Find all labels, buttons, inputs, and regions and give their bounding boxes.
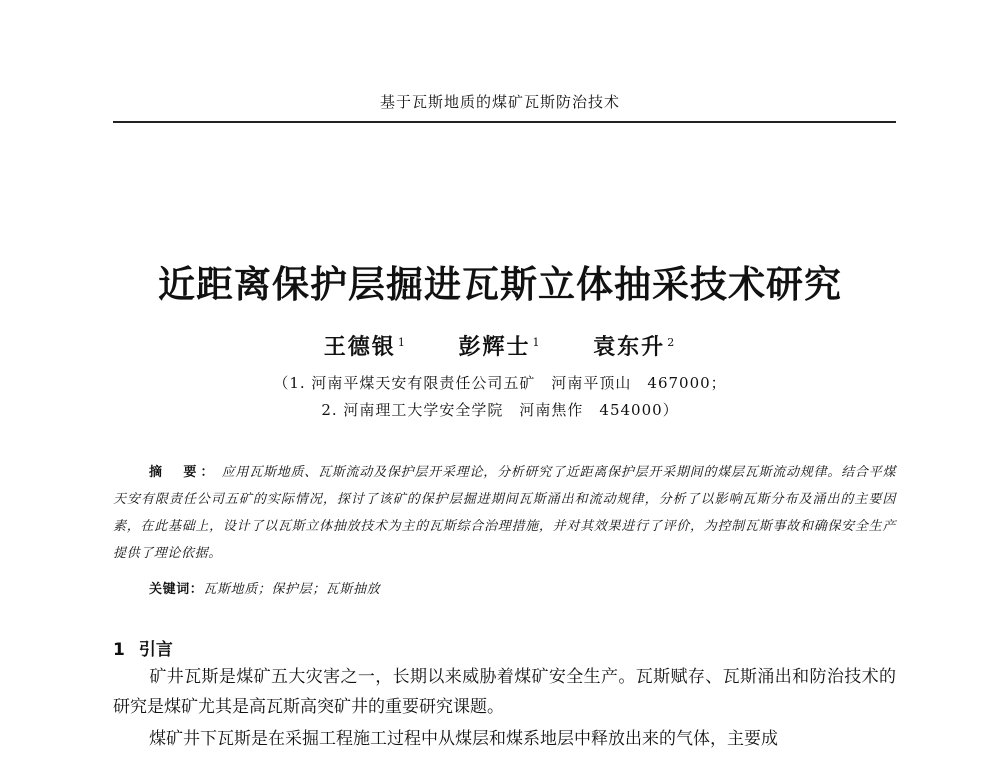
keywords [149,578,896,597]
keywords-label: 关键词： [149,582,204,597]
author-affiliation-mark: 2 [667,335,677,349]
author-name: 袁东升 [593,334,666,360]
author-2 [458,334,541,360]
abstract-text: 应用瓦斯地质、瓦斯流动及保护层开采理论，分析研究了近距离保护层开采期间的煤层瓦斯流动规律。结合平煤天安有限责任公司五矿的实际情况，探讨了该矿的保护层掘进期间瓦斯涌出和流动规律，分析了以影响瓦斯分布及涌出的主要因素，在此基础上，设计了以瓦斯立体抽放技术为主的瓦斯综合治理措施，并对其效果进行了评价，为控制瓦斯事故和确保安全生产提供了理论依据。 [113,465,896,561]
affiliation-1: （1. 河南平煤天安有限责任公司五矿 河南平顶山 467000； [273,374,727,392]
abstract-label: 摘 要： [149,465,218,480]
section-heading [113,635,173,660]
author-name: 王德银 [323,334,396,360]
author-1 [324,334,407,360]
abstract [113,459,896,567]
author-affiliation-mark: 1 [532,335,542,349]
header-rule [113,121,896,123]
running-header: 基于瓦斯地质的煤矿瓦斯防治技术 [379,93,620,111]
affiliation-2: 2. 河南理工大学安全学院 河南焦作 454000） [321,401,679,419]
author-3 [593,334,676,360]
paragraph-text: 煤矿井下瓦斯是在采掘工程施工过程中从煤层和煤系地层中释放出来的气体，主要成 [149,729,778,749]
section-number: 1 [113,640,125,660]
author-list [0,330,1000,361]
section-title: 引言 [138,640,173,660]
body-paragraph [113,662,896,722]
author-affiliation-mark: 1 [397,335,407,349]
keywords-text: 瓦斯地质；保护层；瓦斯抽放 [203,582,381,597]
body-paragraph [113,724,896,754]
paper-title: 近距离保护层掘进瓦斯立体抽采技术研究 [158,263,842,306]
paragraph-text: 矿井瓦斯是煤矿五大灾害之一，长期以来威胁着煤矿安全生产。瓦斯赋存、瓦斯涌出和防治技术的研究是煤矿尤其是高瓦斯高突矿井的重要研究课题。 [113,667,896,717]
author-name: 彭辉士 [458,334,531,360]
